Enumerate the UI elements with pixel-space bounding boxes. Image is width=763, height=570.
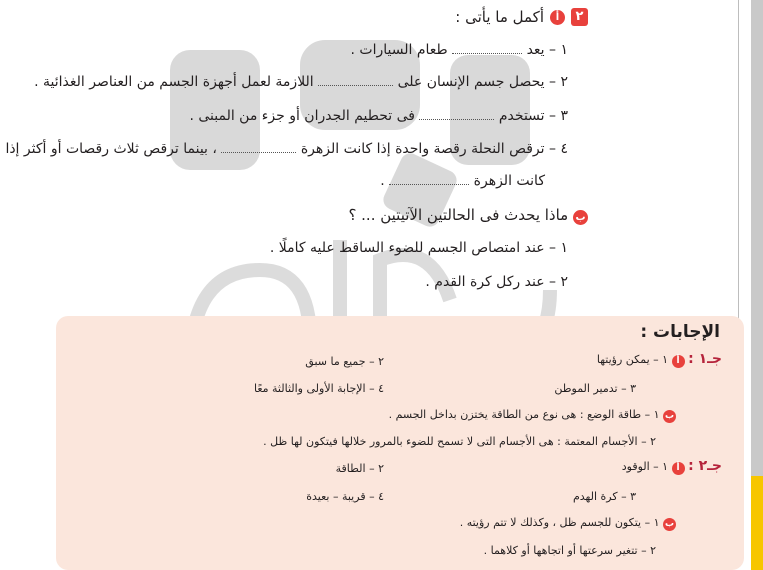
what-happens-item-2: ٢ – عند ركل كرة القدم . [425,274,568,290]
answer-2-row-1: جـ٢ : أ ١ – الوقود [621,458,722,474]
answer-1-item-4: ٤ – الإجابة الأولى والثالثة معًا [253,382,384,395]
answer-1-b-2: ٢ – الأجسام المعتمة : هى الأجسام التى لا تسمح للضوء بالمرور خلالها فيتكون لها ظل . [263,435,656,448]
answer-2-b-2: ٢ – تتغير سرعتها أو اتجاهها أو كلاهما . [483,544,656,557]
answer-2-item-3: ٣ – كرة الهدم [572,490,636,503]
fill-item-3: ٣ – تستخدم فى تحطيم الجدران أو جزء من المبنى . [189,108,568,124]
fill-item-1: ١ – يعد طعام السيارات . [350,42,568,58]
answer-1-item-2: ٢ – جميع ما سبق [305,355,384,368]
blank[interactable] [318,75,393,86]
answer-1-b-1: ب ١ – طاقة الوضع : هى نوع من الطاقة يختزن بداخل الجسم . [388,408,675,421]
answers-box [56,316,744,570]
answer-1-label: جـ١ : [688,351,722,367]
fill-item-4: ٤ – ترقص النحلة رقصة واحدة إذا كانت الزهرة ، بينما ترقص ثلاث رقصات أو أكثر إذا [5,141,568,157]
question-number: ٢ [571,8,588,26]
blank[interactable] [452,43,522,54]
answer-1-part-b-marker: ب [664,411,675,421]
part-a-marker: أ [550,10,565,25]
answer-2-label: جـ٢ : [688,458,722,474]
answer-1-row-1: جـ١ : أ ١ – يمكن رؤيتها [596,351,722,367]
blank[interactable] [221,142,296,153]
answer-1-item-3: ٣ – تدمير الموطن [554,382,636,395]
answer-2-part-a-marker: أ [672,462,685,475]
part-b-header [348,206,588,225]
fill-item-2: ٢ – يحصل جسم الإنسان على اللازمة لعمل أجهزة الجسم من العناصر الغذائية . [34,74,568,90]
answer-1-part-a-marker: أ [672,355,685,368]
answer-2-part-b-marker: ب [664,519,675,529]
what-happens-item-1: ١ – عند امتصاص الجسم للضوء الساقط عليه كاملًا . [269,240,568,256]
fill-item-4-continued: كانت الزهرة . [380,173,545,189]
part-b-prompt: ماذا يحدث فى الحالتين الآتيتين ... ؟ [348,206,569,224]
blank[interactable] [389,174,469,185]
right-edge-yellow-tab [751,476,763,570]
answer-2-item-2: ٢ – الطاقة [335,462,384,475]
part-a-prompt: أكمل ما يأتى : [455,8,544,26]
part-b-marker: ب [573,210,588,225]
question-header [455,8,588,26]
answers-title: الإجابات : [640,322,720,342]
blank[interactable] [419,109,494,120]
answer-2-b-1: ب ١ – يتكون للجسم ظل ، وكذلك لا تتم رؤيته . [459,516,675,529]
answer-2-item-4: ٤ – قريبة – بعيدة [306,490,384,503]
